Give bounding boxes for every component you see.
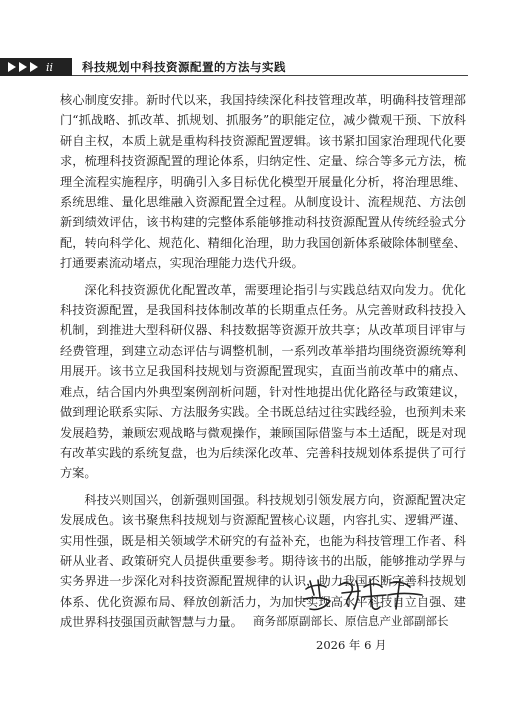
header-divider [72,75,468,76]
paragraph-2: 深化科技资源优化配置改革，需要理论指引与实践总结双向发力。优化科技资源配置，是我国科技体制改革的长期重点任务。从完善财政科技投入机制，到推进大型科研仪器、科技数据等资源开放共享；从改革项目评审与经费管理，到建立动态评估与调整机制，一系列改革举措均围绕资源统筹利用展开。该书立足我国科技规划与资源配置现实，直面当前改革中的痛点、难点，结合国内外典型案例剖析问题，针对性地提出优化路径与政策建议，做到理论联系实际、方法服务实践。全书既总结过往实践经验，也预判未来发展趋势，兼顾宏观战略与微观操作，兼顾国际借鉴与本土适配，既是对现有改革实践的系统复盘，也为后续深化改革、完善科技规划体系提供了可行方案。 [60,282,466,481]
paragraph-1: 核心制度安排。新时代以来，我国持续深化科技管理改革，明确科技管理部门“抓战略、抓改革、抓规划、抓服务”的职能定位，减少微观干预、下放科研自主权，本质上就是重构科技资源配置逻辑。该书紧扣国家治理现代化要求，梳理科技资源配置的理论体系，归纳定性、定量、综合等多元方法，梳理全流程实施程序，明确引入多目标优化模型开展量化分析，将治理思维、系统思维、量化思维融入资源配置全过程。从制度设计、流程规范、方法创新到绩效评估，该书构建的完整体系能够推动科技资源配置从传统经验式分配，转向科学化、规范化、精细化治理，助力我国创新体系破除体制壁垒、打通要素流动堵点，实现治理能力迭代升级。 [60,93,466,271]
page-number: ii [46,60,54,74]
arrow-right-icon [30,62,38,72]
author-title: 商务部原副部长、原信息产业部副部长 [253,614,449,628]
signing-date: 2026 年 6 月 [316,638,387,652]
running-header [0,58,520,76]
arrow-right-icon [8,62,16,72]
handwritten-signature [300,575,430,615]
body-text [60,90,466,639]
paragraph-3: 科技兴则国兴，创新强则国强。科技规划引领发展方向，资源配置决定发展成色。该书聚焦科技规划与资源配置核心议题，内容扎实、逻辑严谨、实用性强，既是相关领域学术研究的有益补充，也能为科技管理工作者、科研从业者、政策研究人员提供重要参考。期待该书的出版，能够推动学界与实务界进一步深化对科技资源配置规律的认识，助力我国不断完善科技规划体系、优化资源布局、释放创新活力，为加快实现高水平科技自立自强、建成世界科技强国贡献智慧与力量。 [60,492,466,630]
arrow-right-icon [19,62,27,72]
header-marker-bar [0,58,72,76]
book-title: 科技规划中科技资源配置的方法与实践 [82,60,286,74]
